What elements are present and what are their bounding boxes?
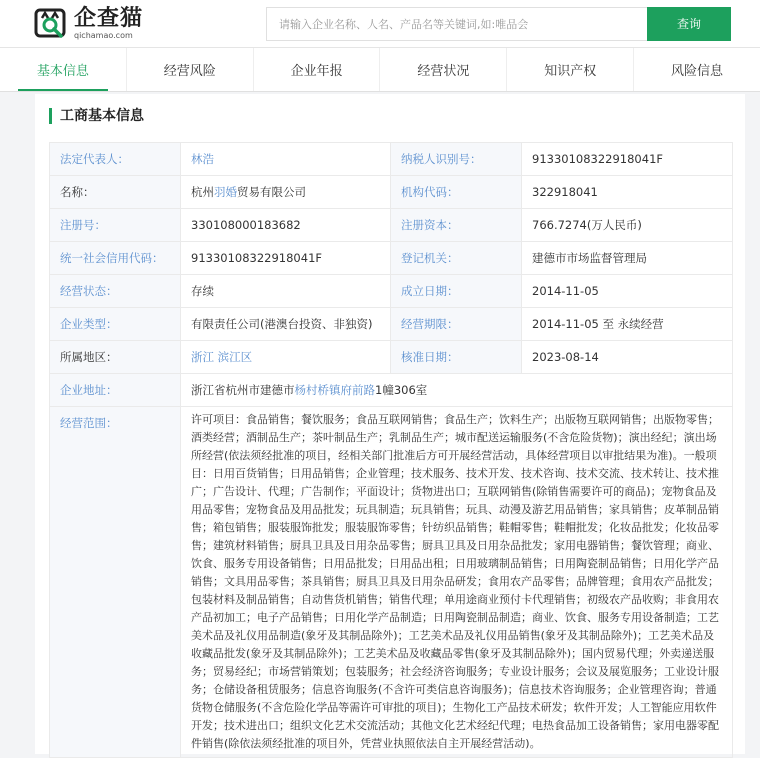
reg-capital-value: 766.7274(万人民币) [522,209,733,242]
status-value: 存续 [181,275,391,308]
approval-value: 2023-08-14 [522,341,733,374]
scope-label: 经营范围： [50,407,181,758]
legal-rep-link[interactable]: 林浩 [191,152,214,166]
org-code-value: 322918041 [522,176,733,209]
founded-label: 成立日期： [391,275,522,308]
table-row [50,176,733,209]
address-part: 浙江省杭州市建德市 [191,383,295,397]
type-label: 企业类型： [50,308,181,341]
name-part: 杭州 [191,185,214,199]
term-value: 2014-11-05 至 永续经营 [522,308,733,341]
address-link[interactable]: 杨村桥镇府前路 [294,383,375,397]
term-label: 经营期限： [391,308,522,341]
address-value [181,374,733,407]
address-part: 1幢306室 [375,383,428,397]
type-value: 有限责任公司(港澳台投资、非独资) [181,308,391,341]
business-info-card [35,94,745,754]
table-row [50,143,733,176]
table-row [50,308,733,341]
credit-code-label: 统一社会信用代码： [50,242,181,275]
reg-capital-label: 注册资本： [391,209,522,242]
reg-authority-label: 登记机关： [391,242,522,275]
region-value [181,341,391,374]
search-button[interactable]: 查询 [647,7,731,41]
address-label: 企业地址： [50,374,181,407]
table-row [50,341,733,374]
nav-tabs [0,48,760,92]
name-part: 贸易有限公司 [237,185,306,199]
org-code-label: 机构代码： [391,176,522,209]
tab-risk-info[interactable]: 风险信息 [671,64,724,79]
search-bar [266,7,731,41]
founded-value: 2014-11-05 [522,275,733,308]
table-row [50,407,733,758]
tab-intellectual-property[interactable]: 知识产权 [507,48,634,91]
top-header [0,0,760,48]
name-keyword-link[interactable]: 羽婚 [214,185,237,199]
company-name-value [181,176,391,209]
taxpayer-id-value: 91330108322918041F [522,143,733,176]
status-label: 经营状态： [50,275,181,308]
business-info-table [49,142,733,758]
reg-no-value: 330108000183682 [181,209,391,242]
tab-operation-status[interactable]: 经营状况 [380,48,507,91]
name-label: 名称： [50,176,181,209]
business-scope-text: 许可项目：食品销售；餐饮服务；食品互联网销售；食品生产；饮料生产；出版物互联网销售；出版物零售；酒类经营；酒制品生产；茶叶制品生产；乳制品生产；城市配送运输服务(不含危险货物)；演出经纪；演出场所经营(依法须经批准的项目，经相关部门批准后方可开展经营活动，具体经营项目以审批结果为准)。一般项目：日用百货销售；日用品销售；企业管理；技术服务、技术开发、技术咨询、技术交流、技术转让、技术推广；广告设计、代理；广告制作；平面设计；货物进出口；互联网销售(除销售需要许可的商品)；宠物食品及用品零售；宠物食品及用品批发；玩具制造；玩具销售；玩具、动漫及游艺用品销售；家具销售；皮革制品销售；箱包销售；服装服饰批发；服装服饰零售；针纺织品销售；鞋帽零售；鞋帽批发；化妆品批发；化妆品零售；建筑材料销售；厨具卫具及日用杂品零售；厨具卫具及日用杂品批发；家用电器销售；餐饮管理；商业、饮食、服务专用设备销售；日用品批发；日用品出租；日用玻璃制品销售；日用陶瓷制品销售；日用化学产品销售；文具用品零售；茶具销售；厨具卫具及日用杂品研发；食用农产品零售；品牌管理；食用农产品批发；包装材料及制品销售；自动售货机销售；销售代理；单用途商业预付卡代理销售；初级农产品收购；非食用农产品初加工；电子产品销售；日用化学产品制造；日用陶瓷制品制造；商业、饮食、服务专用设备制造；工艺美术品及礼仪用品制造(象牙及其制品除外)；工艺美术品及礼仪用品销售(象牙及其制品除外)；工艺美术品及收藏品批发(象牙及其制品除外)；工艺美术品及收藏品零售(象牙及其制品除外)；国内贸易代理；外卖递送服务；贸易经纪；市场营销策划；包装服务；社会经济咨询服务；专业设计服务；会议及展览服务；工业设计服务；仓储设备租赁服务；信息咨询服务(不含许可类信息咨询服务)；信息技术咨询服务；企业管理咨询；普通货物仓储服务(不含危险化学品等需许可审批的项目)；生物化工产品技术研发；软件开发；人工智能应用软件开发；技术进出口；组织文化艺术交流活动；其他文化艺术经纪代理；电热食品加工设备销售；家用电器零配件销售(除依法须经批准的项目外，凭营业执照依法自主开展经营活动)。 [181,407,733,758]
region-district-link[interactable]: 滨江区 [217,350,253,364]
legal-rep-label: 法定代表人： [50,143,181,176]
table-row [50,242,733,275]
tab-annual-report[interactable]: 企业年报 [254,48,381,91]
region-label: 所属地区： [50,341,181,374]
search-input[interactable]: 请输入企业名称、人名、产品名等关键词,如:唯品会 [266,7,647,41]
tab-basic-info[interactable]: 基本信息 [0,48,127,91]
cat-magnifier-icon [34,6,70,42]
section-title: 工商基本信息 [49,108,144,124]
logo-domain: qichamao.com [74,30,133,40]
table-row [50,209,733,242]
logo-name: 企查猫 [74,5,144,31]
table-row [50,275,733,308]
reg-no-label: 注册号： [50,209,181,242]
table-row [50,374,733,407]
credit-code-value: 91330108322918041F [181,242,391,275]
region-province-link[interactable]: 浙江 [191,350,214,364]
site-logo[interactable] [0,6,266,42]
taxpayer-id-label: 纳税人识别号： [391,143,522,176]
reg-authority-value: 建德市市场监督管理局 [522,242,733,275]
tab-operation-risk[interactable]: 经营风险 [127,48,254,91]
approval-label: 核准日期： [391,341,522,374]
